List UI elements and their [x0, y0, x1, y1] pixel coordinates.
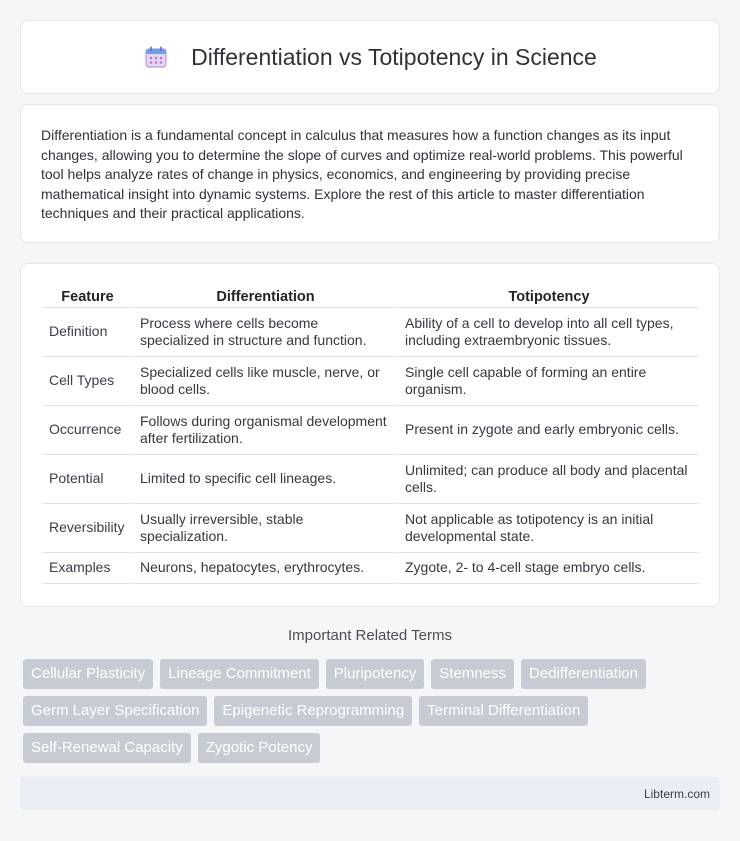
- tag-pluripotency[interactable]: Pluripotency: [326, 659, 425, 689]
- table-row: [43, 308, 699, 357]
- cell-feature: Examples: [43, 553, 132, 584]
- cell-totipotency: Not applicable as totipotency is an initial developmental state.: [397, 504, 699, 553]
- table-row: [43, 455, 699, 504]
- title-card: [20, 20, 720, 94]
- tag-dedifferentiation[interactable]: Dedifferentiation: [521, 659, 646, 689]
- cell-differentiation: Usually irreversible, stable specialization.: [132, 504, 397, 553]
- cell-differentiation: Specialized cells like muscle, nerve, or blood cells.: [132, 357, 397, 406]
- comparison-table: [43, 286, 699, 584]
- intro-card: [20, 104, 720, 243]
- table-header-row: [43, 286, 699, 308]
- cell-feature: Occurrence: [43, 406, 132, 455]
- header-totipotency: Totipotency: [397, 286, 699, 308]
- tag-epigenetic-reprogramming[interactable]: Epigenetic Reprogramming: [214, 696, 412, 726]
- cell-totipotency: Ability of a cell to develop into all cell types, including extraembryonic tissues.: [397, 308, 699, 357]
- tag-germ-layer-specification[interactable]: Germ Layer Specification: [23, 696, 207, 726]
- footer: [20, 777, 720, 810]
- page-title: Differentiation vs Totipotency in Science: [191, 43, 597, 70]
- tag-cellular-plasticity[interactable]: Cellular Plasticity: [23, 659, 153, 689]
- cell-totipotency: Unlimited; can produce all body and placental cells.: [397, 455, 699, 504]
- table-row: [43, 553, 699, 584]
- cell-differentiation: Process where cells become specialized in structure and function.: [132, 308, 397, 357]
- tag-self-renewal-capacity[interactable]: Self-Renewal Capacity: [23, 733, 191, 763]
- table-row: [43, 357, 699, 406]
- cell-totipotency: Zygote, 2- to 4-cell stage embryo cells.: [397, 553, 699, 584]
- header-feature: Feature: [43, 286, 132, 308]
- tag-lineage-commitment[interactable]: Lineage Commitment: [160, 659, 319, 689]
- cell-feature: Potential: [43, 455, 132, 504]
- footer-site-link[interactable]: Libterm.com: [643, 787, 710, 801]
- cell-feature: Reversibility: [43, 504, 132, 553]
- tag-stemness[interactable]: Stemness: [431, 659, 514, 689]
- intro-paragraph: Differentiation is a fundamental concept in calculus that measures how a function changes as its input changes, allowing you to determine the slope of curves and optimize real-world problems. This powerful tool helps analyze rates of change in physics, economics, and engineering by providing precise mathematical insight into dynamic systems. Explore the rest of this article to master differentiation techniques and their practical applications.: [41, 127, 683, 222]
- comparison-card: [20, 263, 720, 607]
- cell-feature: Definition: [43, 308, 132, 357]
- calendar-icon: [143, 44, 169, 70]
- related-terms-heading: Important Related Terms: [288, 627, 452, 644]
- cell-differentiation: Neurons, hepatocytes, erythrocytes.: [132, 553, 397, 584]
- cell-feature: Cell Types: [43, 357, 132, 406]
- cell-differentiation: Limited to specific cell lineages.: [132, 455, 397, 504]
- cell-differentiation: Follows during organismal development after fertilization.: [132, 406, 397, 455]
- header-differentiation: Differentiation: [132, 286, 397, 308]
- tag-zygotic-potency[interactable]: Zygotic Potency: [198, 733, 321, 763]
- related-terms-list: [23, 659, 693, 763]
- tag-terminal-differentiation[interactable]: Terminal Differentiation: [419, 696, 588, 726]
- table-row: [43, 504, 699, 553]
- cell-totipotency: Present in zygote and early embryonic cells.: [397, 406, 699, 455]
- table-row: [43, 406, 699, 455]
- cell-totipotency: Single cell capable of forming an entire organism.: [397, 357, 699, 406]
